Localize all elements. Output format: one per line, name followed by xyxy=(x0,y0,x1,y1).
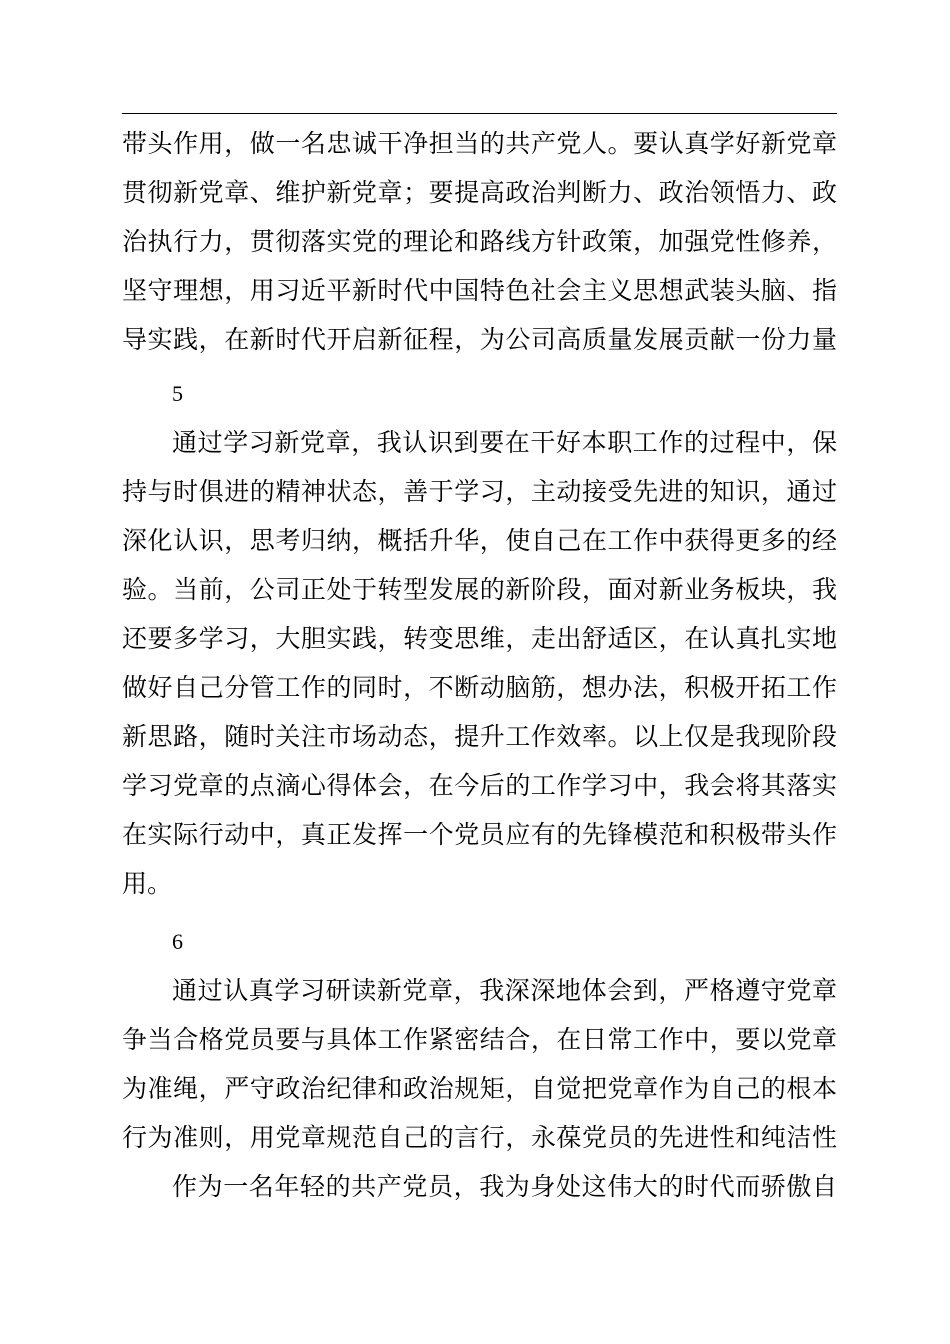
text-line: 贯彻新党章、维护新党章；要提高政治判断力、政治领悟力、政 xyxy=(122,178,837,207)
text-line: 在实际行动中，真正发挥一个党员应有的先锋模范和积极带头作 xyxy=(122,820,837,849)
text-line: 通过学习新党章，我认识到要在干好本职工作的过程中，保 xyxy=(172,428,837,457)
text-line: 还要多学习，大胆实践，转变思维，走出舒适区，在认真扎实地 xyxy=(122,624,837,653)
text-line: 新思路，随时关注市场动态，提升工作效率。以上仅是我现阶段 xyxy=(122,722,837,751)
section-number: 6 xyxy=(172,929,183,954)
text-line: 作为一名年轻的共产党员，我为身处这伟大的时代而骄傲自 xyxy=(172,1172,837,1201)
text-line: 争当合格党员要与具体工作紧密结合，在日常工作中，要以党章 xyxy=(122,1025,837,1054)
text-line: 带头作用，做一名忠诚干净担当的共产党人。要认真学好新党章 xyxy=(122,129,837,158)
text-line: 导实践，在新时代开启新征程，为公司高质量发展贡献一份力量 xyxy=(122,325,837,354)
text-line: 治执行力，贯彻落实党的理论和路线方针政策，加强党性修养， xyxy=(122,227,837,256)
text-line: 验。当前，公司正处于转型发展的新阶段，面对新业务板块，我 xyxy=(122,575,837,604)
text-line: 为准绳，严守政治纪律和政治规矩，自觉把党章作为自己的根本 xyxy=(122,1074,837,1103)
text-line: 深化认识，思考归纳，概括升华，使自己在工作中获得更多的经 xyxy=(122,526,837,555)
text-line: 学习党章的点滴心得体会，在今后的工作学习中，我会将其落实 xyxy=(122,771,837,800)
text-line: 通过认真学习研读新党章，我深深地体会到，严格遵守党章 xyxy=(172,976,837,1005)
text-line: 做好自己分管工作的同时，不断动脑筋，想办法，积极开拓工作 xyxy=(122,673,837,702)
section-number: 5 xyxy=(172,381,183,406)
text-line: 用。 xyxy=(122,869,173,898)
text-line: 持与时俱进的精神状态，善于学习，主动接受先进的知识，通过 xyxy=(122,477,837,506)
header-rule xyxy=(122,113,837,114)
text-line: 坚守理想，用习近平新时代中国特色社会主义思想武装头脑、指 xyxy=(122,276,837,305)
text-line: 行为准则，用党章规范自己的言行，永葆党员的先进性和纯洁性 xyxy=(122,1123,837,1152)
